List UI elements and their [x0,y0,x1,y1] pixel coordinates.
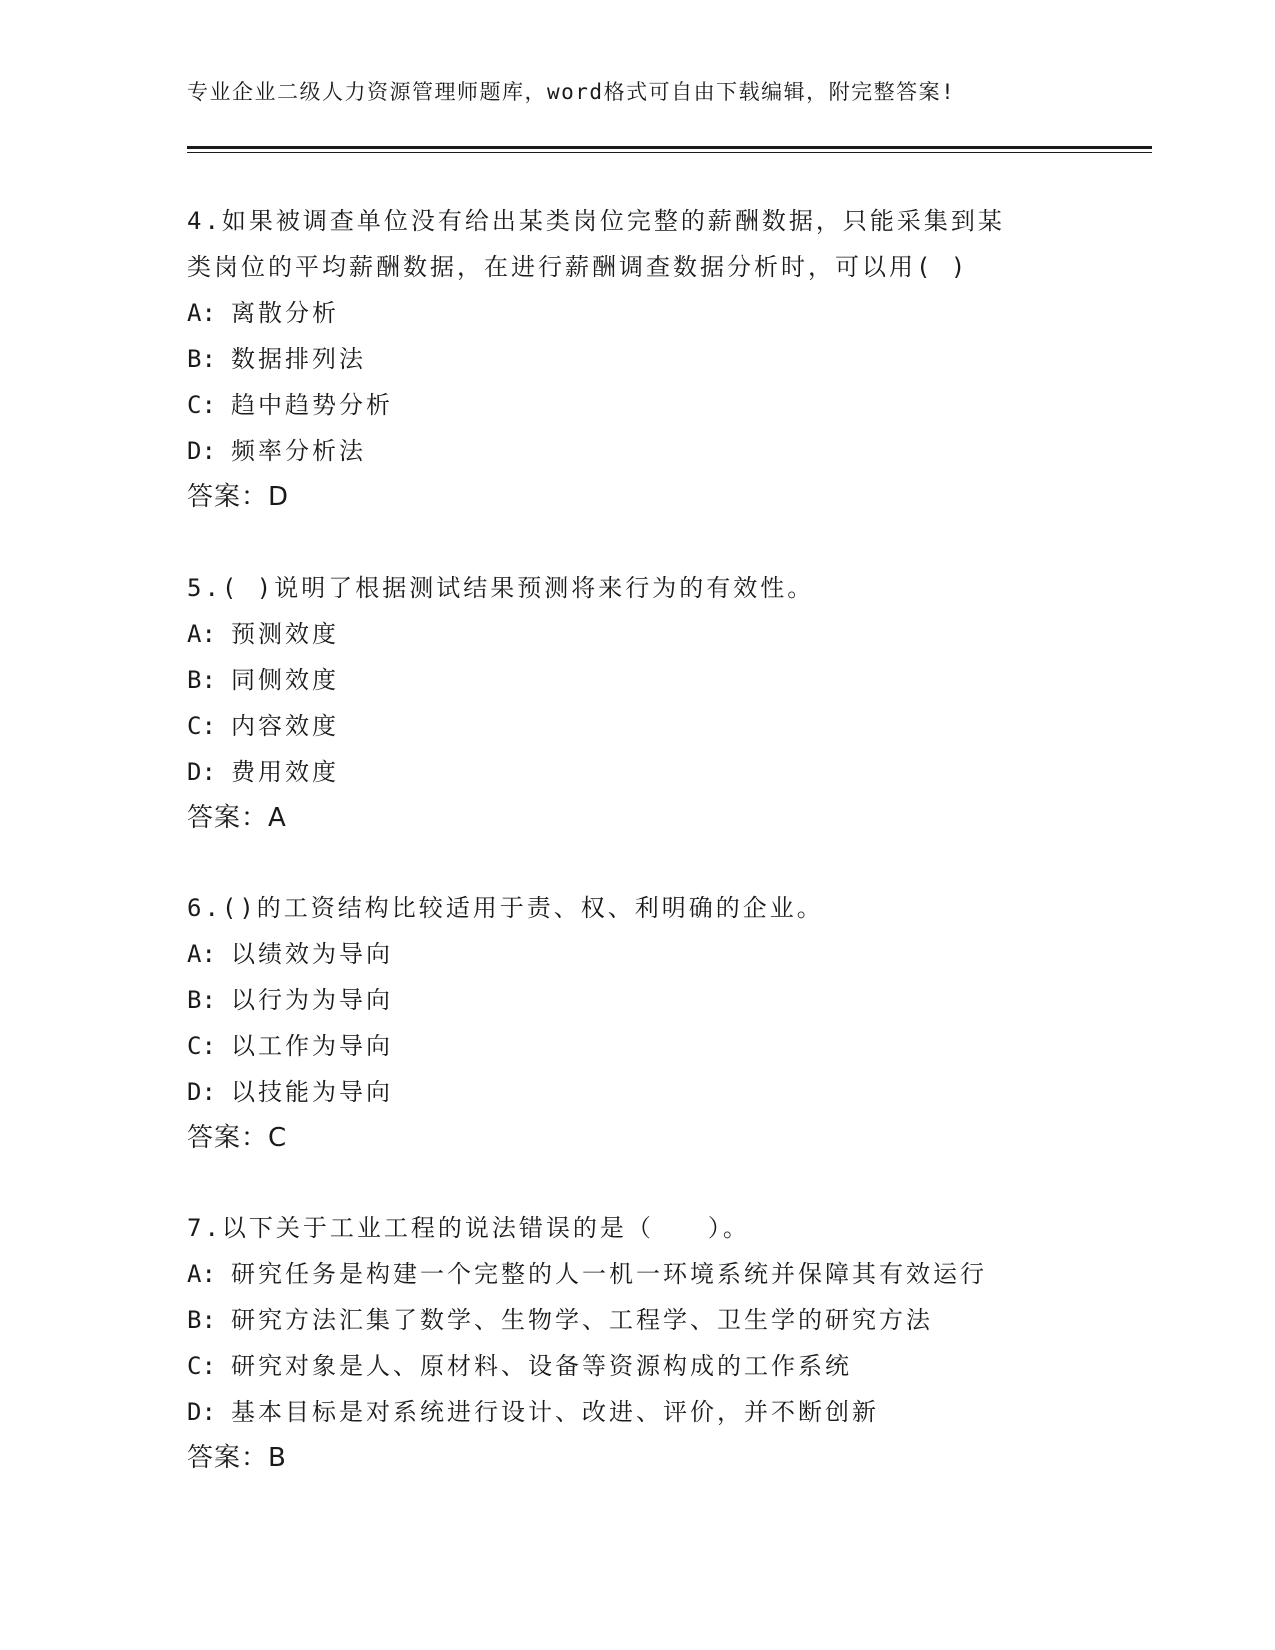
option-b [187,657,1117,703]
option-text: 研究方法汇集了数学、生物学、工程学、卫生学的研究方法 [231,1306,933,1334]
option-text: 以工作为导向 [231,1032,393,1060]
option-label: D: [187,1078,216,1106]
option-label: C: [187,1032,216,1060]
option-label: D: [187,437,216,465]
option-label: C: [187,712,216,740]
option-label: C: [187,1352,216,1380]
option-text: 频率分析法 [231,437,366,465]
question-stem-line: 4.如果被调查单位没有给出某类岗位完整的薪酬数据，只能采集到某 [187,207,1005,235]
option-text: 研究任务是构建一个完整的人一机一环境系统并保障其有效运行 [231,1260,987,1288]
option-label: C: [187,391,216,419]
option-a [187,931,1117,977]
answer-line: 答案：C [187,1123,288,1153]
option-label: B: [187,1306,216,1334]
answer-line: 答案：A [187,803,287,833]
option-label: A: [187,1260,216,1288]
option-text: 离散分析 [231,299,339,327]
option-c [187,382,1117,428]
option-c [187,703,1117,749]
option-d [187,1389,1117,1435]
option-text: 预测效度 [231,620,339,648]
question-7 [187,1205,1117,1481]
question-stem-line: 5.( )说明了根据测试结果预测将来行为的有效性。 [187,574,815,602]
question-stem-line: 7.以下关于工业工程的说法错误的是（ ）。 [187,1214,750,1242]
option-label: A: [187,299,216,327]
option-text: 以行为为导向 [231,986,393,1014]
question-6 [187,885,1117,1161]
option-label: B: [187,666,216,694]
option-text: 以技能为导向 [231,1078,393,1106]
option-b [187,1297,1117,1343]
question-stem-line: 类岗位的平均薪酬数据，在进行薪酬调查数据分析时，可以用( ) [187,253,969,281]
answer-line: 答案：B [187,1443,287,1473]
option-label: B: [187,345,216,373]
option-label: A: [187,620,216,648]
question-5 [187,565,1117,841]
option-text: 以绩效为导向 [231,940,393,968]
option-c [187,1023,1117,1069]
option-text: 研究对象是人、原材料、设备等资源构成的工作系统 [231,1352,852,1380]
question-4 [187,198,1117,520]
header-divider-thin [187,152,1152,153]
option-a [187,611,1117,657]
option-text: 数据排列法 [231,345,366,373]
option-label: A: [187,940,216,968]
option-d [187,749,1117,795]
option-label: D: [187,758,216,786]
option-text: 费用效度 [231,758,339,786]
option-b [187,336,1117,382]
page-header: 专业企业二级人力资源管理师题库，word格式可自由下载编辑，附完整答案! [187,80,956,104]
option-text: 基本目标是对系统进行设计、改进、评价，并不断创新 [231,1398,879,1426]
answer-line: 答案：D [187,482,290,512]
option-b [187,977,1117,1023]
option-a [187,290,1117,336]
option-label: B: [187,986,216,1014]
option-c [187,1343,1117,1389]
option-text: 同侧效度 [231,666,339,694]
option-text: 内容效度 [231,712,339,740]
header-divider-thick [187,146,1152,149]
option-d [187,428,1117,474]
question-stem-line: 6.()的工资结构比较适用于责、权、利明确的企业。 [187,894,824,922]
option-a [187,1251,1117,1297]
option-label: D: [187,1398,216,1426]
option-text: 趋中趋势分析 [231,391,393,419]
option-d [187,1069,1117,1115]
